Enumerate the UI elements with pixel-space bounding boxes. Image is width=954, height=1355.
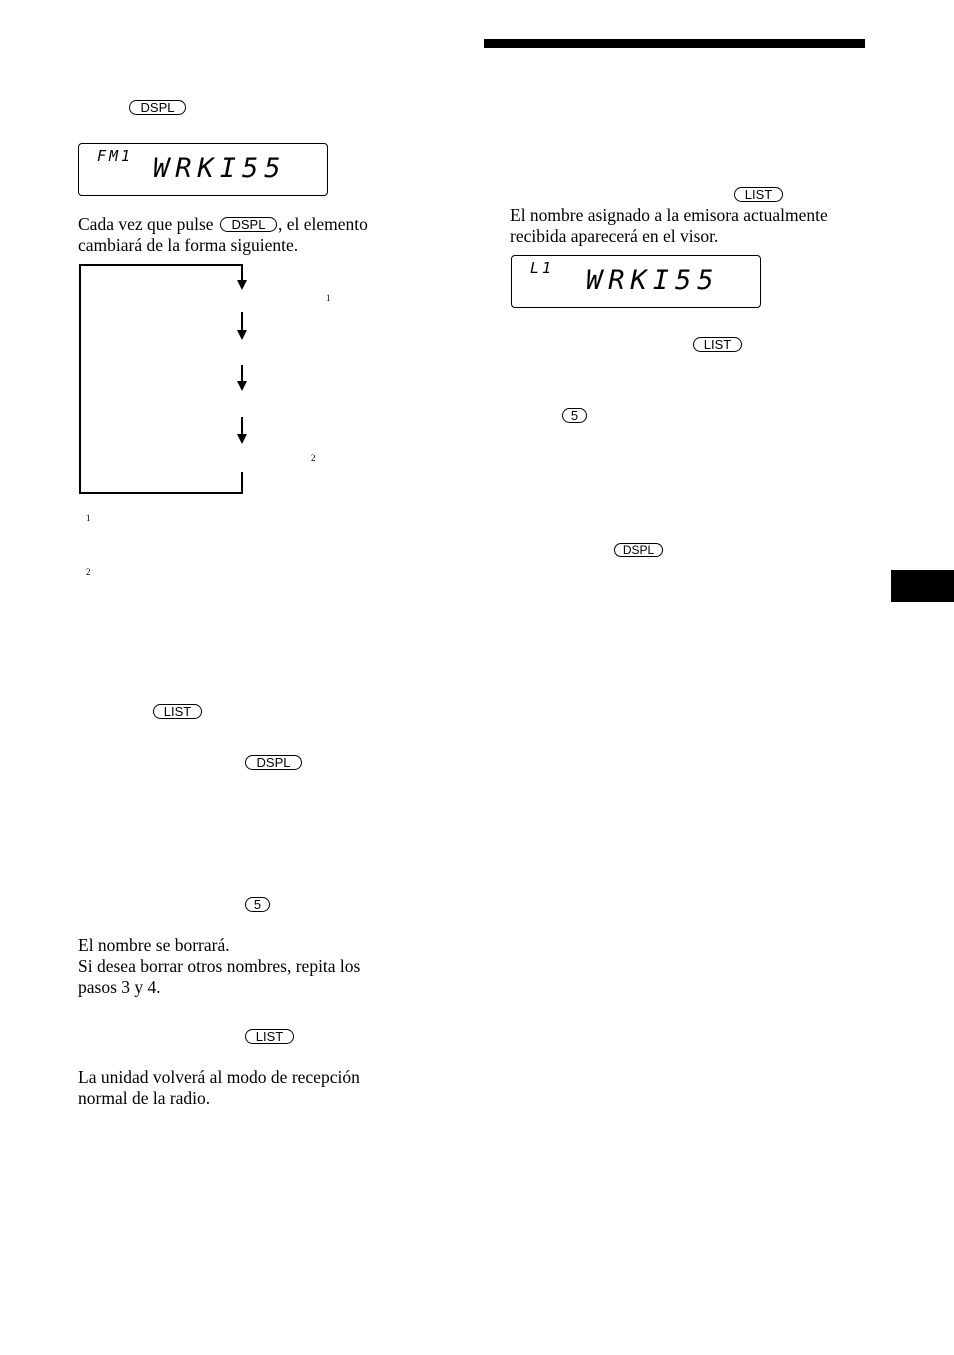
list-button-label: LIST	[153, 704, 202, 719]
lcd-band-label: L1	[530, 259, 555, 277]
list-button-label: LIST	[734, 187, 783, 202]
arrow-line-3	[241, 365, 243, 381]
dspl-button-label: DSPL	[245, 755, 302, 770]
arrow-line-4	[241, 417, 243, 434]
dspl-button-label: DSPL	[614, 543, 663, 557]
diagram-note-1: 1	[326, 293, 331, 303]
return-mode-text: La unidad volverá al modo de recepción normal de la radio.	[78, 1067, 360, 1108]
received-name-text: El nombre asignado a la emisora actualmente recibida aparecerá en el visor.	[510, 205, 828, 246]
lcd-station-name: WRKI55	[586, 265, 720, 296]
page-tab-marker	[891, 570, 954, 602]
diagram-note-2: 2	[311, 453, 316, 463]
lcd-display-fm	[78, 143, 328, 196]
dspl-button-inline: DSPL	[220, 217, 277, 232]
diagram-top-border	[79, 264, 243, 266]
section-header-rule	[484, 39, 865, 48]
number-5-button-label: 5	[562, 408, 587, 423]
cycle-instruction: Cada vez que pulse DSPL , el elemento cambiará de la forma siguiente.	[78, 214, 368, 255]
erase-result-text: El nombre se borrará. Si desea borrar otros nombres, repita los pasos 3 y 4.	[78, 935, 361, 997]
number-5-button-label: 5	[245, 897, 270, 912]
arrow-down-icon	[237, 381, 247, 391]
list-button-label: LIST	[245, 1029, 294, 1044]
arrow-down-icon	[237, 280, 247, 290]
arrow-down-icon	[237, 330, 247, 340]
footnote-1-marker: 1	[86, 513, 91, 523]
lcd-display-list	[511, 255, 761, 308]
footnote-2-marker: 2	[86, 567, 91, 577]
arrow-down-icon	[237, 434, 247, 444]
lcd-station-name: WRKI55	[153, 153, 287, 184]
arrow-line-1	[241, 264, 243, 280]
dspl-button-label: DSPL	[129, 100, 186, 115]
lcd-band-label: FM1	[97, 147, 134, 165]
cycle-diagram	[79, 264, 243, 493]
arrow-line-2	[241, 312, 243, 330]
diagram-left-border	[79, 264, 81, 493]
arrow-return-line	[241, 472, 243, 493]
list-button-label: LIST	[693, 337, 742, 352]
diagram-bottom-border	[79, 492, 243, 494]
